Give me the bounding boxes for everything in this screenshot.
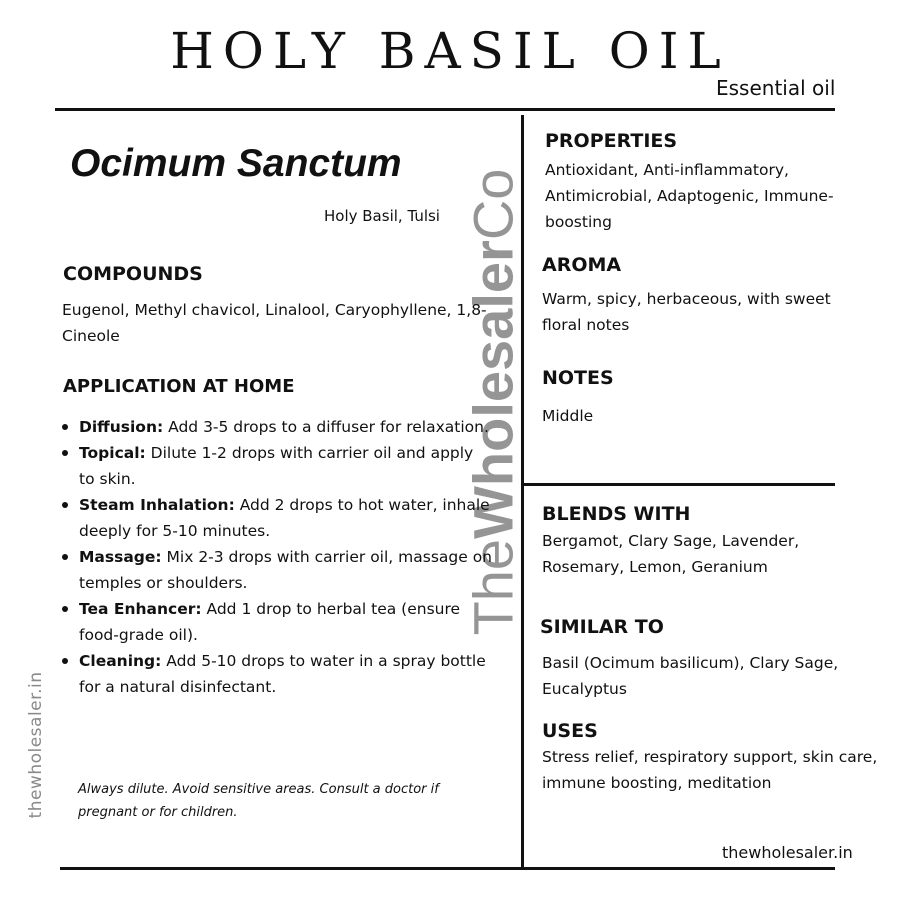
application-heading: APPLICATION AT HOME xyxy=(63,376,295,397)
common-names: Holy Basil, Tulsi xyxy=(324,207,440,225)
aroma-heading: AROMA xyxy=(542,254,622,276)
notes-heading: NOTES xyxy=(542,367,614,389)
caution-note: Always dilute. Avoid sensitive areas. Consult a doctor if pregnant or for children. xyxy=(78,782,439,820)
list-item: Topical: Dilute 1-2 drops with carrier oil and apply to skin. xyxy=(62,440,492,492)
uses-text: Stress relief, respiratory support, skin care, immune boosting, meditation xyxy=(542,748,878,792)
similar-text: Basil (Ocimum basilicum), Clary Sage, Eucalyptus xyxy=(542,654,839,698)
list-item: Diffusion: Add 3-5 drops to a diffuser for relaxation. xyxy=(62,414,492,440)
page-title: HOLY BASIL OIL xyxy=(170,22,730,80)
properties-heading: PROPERTIES xyxy=(545,130,678,152)
application-list xyxy=(62,414,492,700)
right-divider xyxy=(522,483,835,486)
uses-heading: USES xyxy=(542,720,598,742)
list-item: Massage: Mix 2-3 drops with carrier oil, massage on temples or shoulders. xyxy=(62,544,492,596)
compounds-text: Eugenol, Methyl chavicol, Linalool, Caryophyllene, 1,8-Cineole xyxy=(62,301,487,345)
scientific-name: Ocimum Sanctum xyxy=(70,142,402,185)
blends-heading: BLENDS WITH xyxy=(542,503,691,525)
aroma-text: Warm, spicy, herbaceous, with sweet floral notes xyxy=(542,290,831,334)
blends-text: Bergamot, Clary Sage, Lavender, Rosemary, Lemon, Geranium xyxy=(542,532,800,576)
watermark: TheWholesalerCo xyxy=(461,168,525,636)
list-item: Steam Inhalation: Add 2 drops to hot water, inhale deeply for 5-10 minutes. xyxy=(62,492,492,544)
compounds-heading: COMPOUNDS xyxy=(63,263,203,285)
list-item: Cleaning: Add 5-10 drops to water in a spray bottle for a natural disinfectant. xyxy=(62,648,492,700)
top-divider xyxy=(55,108,835,111)
bottom-divider xyxy=(60,867,835,870)
similar-heading: SIMILAR TO xyxy=(540,616,664,638)
side-url: thewholesaler.in xyxy=(26,671,46,819)
footer-url: thewholesaler.in xyxy=(722,843,853,862)
list-item: Tea Enhancer: Add 1 drop to herbal tea (ensure food-grade oil). xyxy=(62,596,492,648)
subtitle: Essential oil xyxy=(716,76,836,100)
properties-text: Antioxidant, Anti-inflammatory, Antimicrobial, Adaptogenic, Immune-boosting xyxy=(545,161,834,231)
notes-text: Middle xyxy=(542,407,594,425)
